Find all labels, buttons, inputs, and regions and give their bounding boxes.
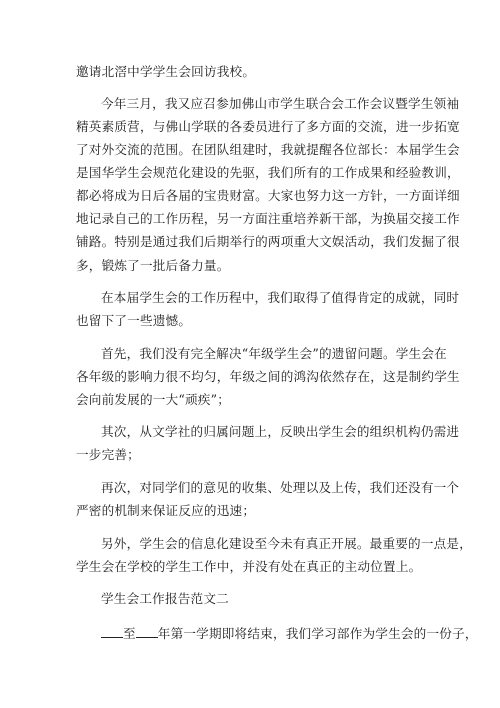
paragraph-line <box>101 624 478 642</box>
blank-underline <box>136 624 158 638</box>
paragraph-line: 一步完善； <box>76 447 140 462</box>
text-segment: 年第一学期即将结束，我们学习部作为学生会的一份子， <box>157 626 478 641</box>
paragraph-line: 再次，对同学们的意见的收集、处理以及上传，我们还没有一个 <box>101 480 460 495</box>
paragraph-line: 会向前发展的一大“顽疾”； <box>76 392 231 407</box>
section-heading: 学生会工作报告范文二 <box>101 591 229 606</box>
paragraph-line: 各年级的影响力很不均匀，年级之间的鸿沟依然存在，这是制约学生 <box>76 369 460 384</box>
paragraph-line: 在本届学生会的工作历程中，我们取得了值得肯定的成就，同时 <box>101 290 460 305</box>
paragraph-line: 其次，从文学社的归属问题上，反映出学生会的组织机构仍需进 <box>101 424 460 439</box>
paragraph-line: 是国华学生会规范化建设的先驱，我们所有的工作成果和经验教训， <box>76 165 460 180</box>
paragraph-line: 也留下了一些遗憾。 <box>76 313 192 328</box>
paragraph-line: 精英素质营，与佛山学联的各委员进行了多方面的交流，进一步拓宽 <box>76 119 460 134</box>
paragraph-line: 学生会在学校的学生工作中，并没有处在真正的主动位置上。 <box>76 559 422 574</box>
paragraph-line: 首先，我们没有完全解决“年级学生会”的遗留问题。学生会在 <box>101 346 447 361</box>
paragraph-line: 多，锻炼了一批后备力量。 <box>76 258 230 273</box>
paragraph-line: 地记录自己的工作历程，另一方面注重培养新干部，为换届交接工作 <box>76 211 460 226</box>
text-segment: 至 <box>123 626 136 641</box>
blank-underline <box>101 624 123 638</box>
paragraph-line: 另外，学生会的信息化建设至今未有真正开展。最重要的一点是， <box>101 536 473 551</box>
paragraph-line: 铺路。特别是通过我们后期举行的两项重大文娱活动，我们发掘了很 <box>76 234 460 249</box>
paragraph-line: 了对外交流的范围。在团队组建时，我就提醒各位部长：本届学生会 <box>76 142 460 157</box>
paragraph-line: 邀请北滘中学学生会回访我校。 <box>76 64 256 79</box>
paragraph-line: 都必将成为日后各届的宝贵财富。大家也努力这一方针，一方面详细 <box>76 188 460 203</box>
paragraph-line: 今年三月，我又应召参加佛山市学生联合会工作会议暨学生领袖 <box>101 96 460 111</box>
paragraph-line: 严密的机制来保证反应的迅速； <box>76 503 256 518</box>
